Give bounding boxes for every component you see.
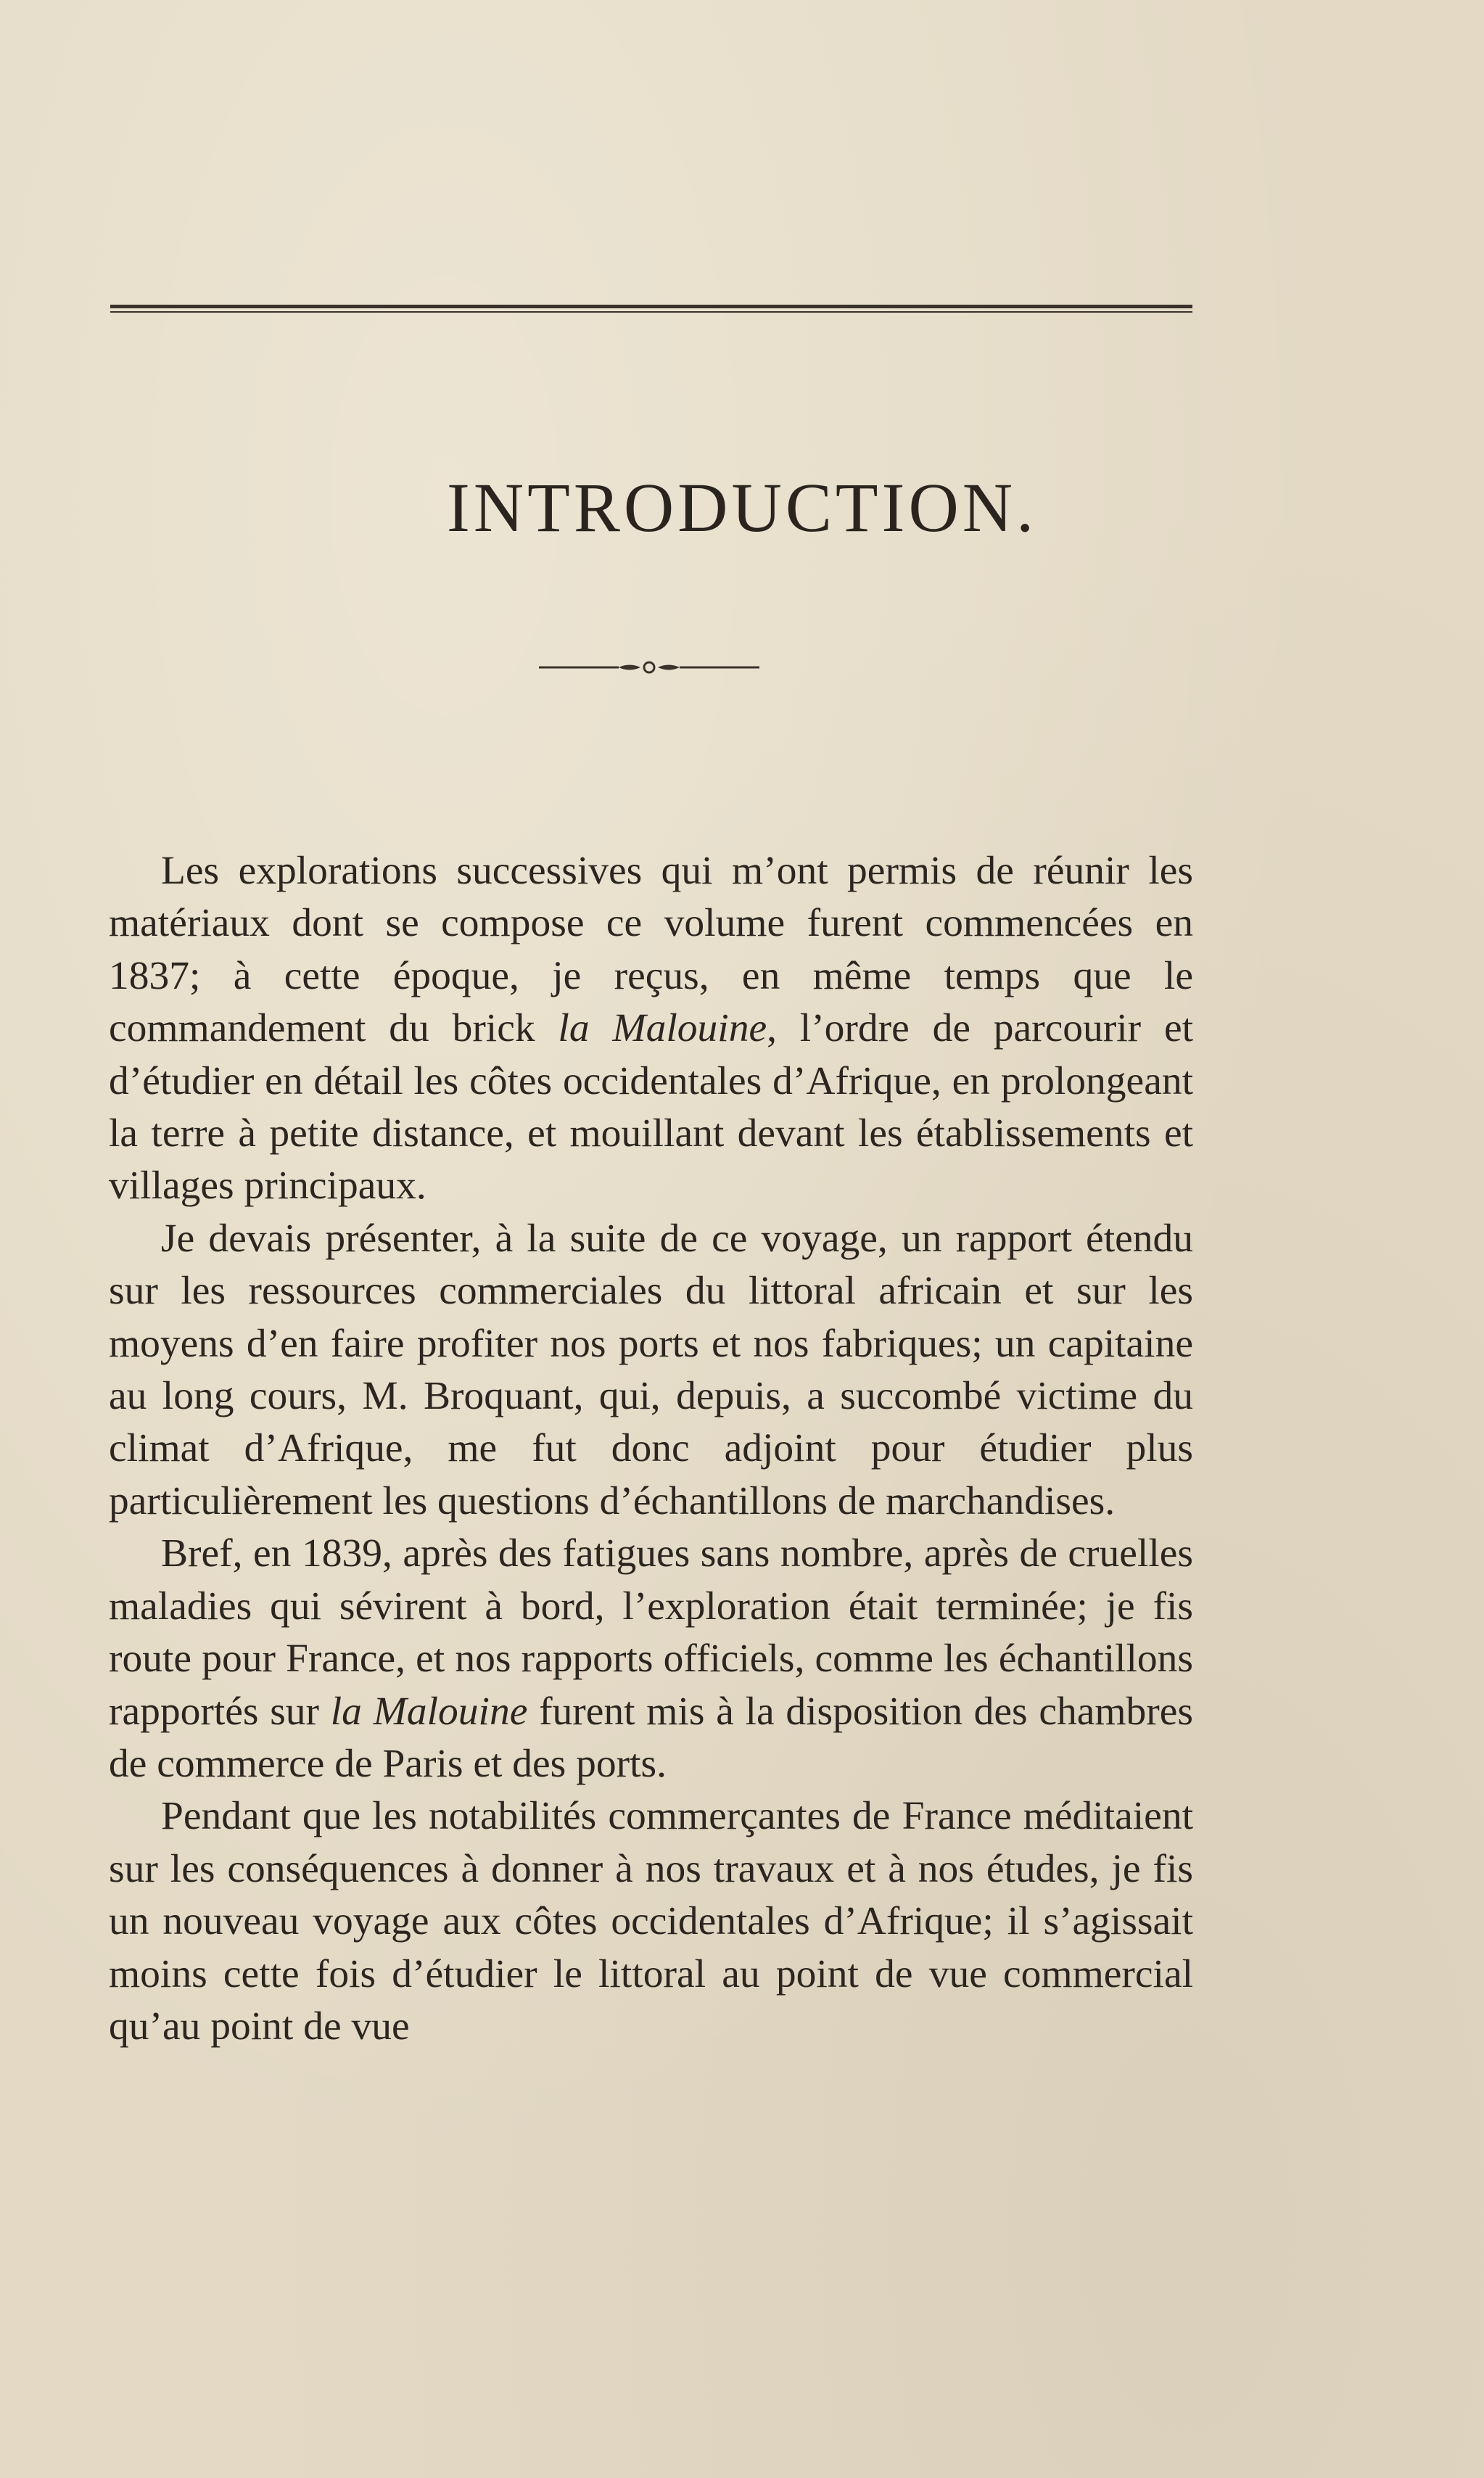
paragraph-1 <box>109 845 1193 1213</box>
paragraph-4 <box>109 1790 1193 2053</box>
paragraph-1-text-a: Les explorations successives qui m’ont permis de réunir les matériaux dont se compose ce volume furent commencées en 1837; à cette époque, je reçus, en même temps que le commandement du brick <box>109 849 1193 1051</box>
header-double-rule <box>110 305 1192 315</box>
ornament-divider-icon <box>539 656 759 678</box>
header-rule-thin <box>110 311 1192 313</box>
paragraph-3-text-b: furent mis à la disposition des chambres de commerce de Paris et des ports. <box>109 1689 1193 1786</box>
paragraph-3 <box>109 1528 1193 1790</box>
ship-name-italic: la Malouine <box>330 1689 528 1734</box>
paragraph-4-text: Pendant que les notabilités commerçantes de France méditaient sur les conséquences à donner à nos travaux et à nos études, je fis un nouveau voyage aux côtes occidentales d’Afrique; il s’agissait moins cette fois d’étudier le littoral au point de vue commercial qu’au point de vue <box>109 1794 1193 2049</box>
paragraph-1-text-b: , l’ordre de parcourir et d’étudier en détail les côtes occidentales d’Afrique, en prolongeant la terre à petite distance, et mouillant devant les établissements et villages principaux. <box>109 1006 1193 1209</box>
paragraph-3-text-a: Bref, en 1839, après des fatigues sans nombre, après de cruelles maladies qui sévirent à bord, l’exploration était terminée; je fis route pour France, et nos rapports officiels, comme les échantillons rapportés sur <box>109 1531 1193 1734</box>
paragraph-2-text: Je devais présenter, à la suite de ce voyage, un rapport étendu sur les ressources commerciales du littoral africain et sur les moyens d’en faire profiter nos ports et nos fabriques; un capitaine au long cours, M. Broquant, qui, depuis, a succombé victime du climat d’Afrique, me fut donc adjoint pour étudier plus particulièrement les questions d’échantillons de marchandises. <box>109 1216 1193 1523</box>
paragraph-2 <box>109 1213 1193 1528</box>
ship-name-italic: la Malouine <box>558 1006 767 1051</box>
header-rule-thick <box>110 305 1192 308</box>
body-text <box>109 845 1193 2053</box>
chapter-title: INTRODUCTION. <box>446 469 1038 546</box>
